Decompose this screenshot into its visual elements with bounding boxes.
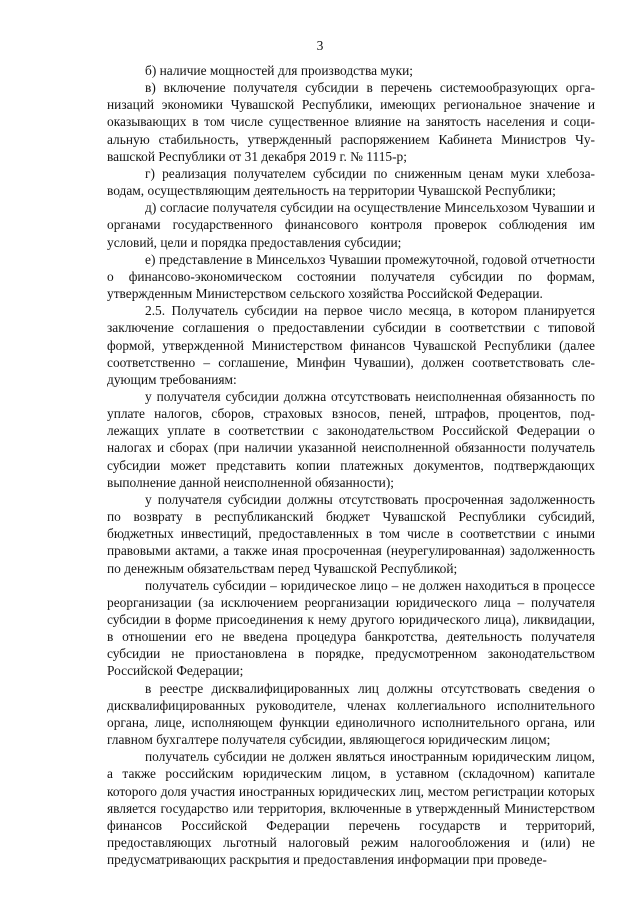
paragraph-v-system-organizations: в) включение получателя субсидии в перечень системообразующих организаций экономики Чувашской Республики, имеющих региональное значение и оказывающих в том числе существенное влияние на занятость населения и социальную стабильность, утвержденный распоряжением Кабинета Министров Чувашской Республики от 31 декабря 2019 г. № 1115-р; — [107, 80, 595, 164]
paragraph-b-flour-capacity: б) наличие мощностей для производства муки; — [145, 63, 413, 78]
paragraph-overdue-debt: у получателя субсидии должны отсутствовать просроченная задолженность по возврату в республиканский бюджет Чувашской Республики субсидий, бюджетных инвестиций, предоставленных в том числе в соответствии с иными правовыми актами, а также иная просроченная (неурегулированная) задолженность по денежным обязательствам перед Чувашской Республикой; — [107, 491, 595, 576]
page-number: 3 — [316, 38, 324, 53]
document-body — [107, 62, 595, 868]
paragraph-2-5-requirements: 2.5. Получатель субсидии на первое число месяца, в котором планируется заключение соглашения о предоставлении субсидии в соответствии с типовой формой, утвержденной Министерством финансов Чувашской Республики (далее соответственно – соглашение, Минфин Чувашии), должен соответствовать следующим требованиям: — [107, 303, 595, 387]
paragraph-disqualified-persons: в реестре дисквалифицированных лиц должны отсутствовать сведения о дисквалифицированных руководителе, членах коллегиального исполнительного органа, лице, исполняющем функции единоличного исполнительного органа, или главном бухгалтере получателя субсидии, являющегося юридическим лицом; — [107, 680, 595, 748]
paragraph-tax-obligations: у получателя субсидии должна отсутствовать неисполненная обязанность по уплате налогов, сборов, страховых взносов, пеней, штрафов, процентов, подлежащих уплате в соответствии с законодательством Российской Федерации о налогах и сборах (при наличии указанной неисполненной обязанности получатель субсидии может представить копии платежных документов, подтверждающих выполнение данной неисполненной обязанности); — [107, 388, 595, 490]
paragraph-reorganization: получатель субсидии – юридическое лицо – не должен находиться в процессе реорганизации (за исключением реорганизации юридического лица – получателя субсидии в форме присоединения к нему другого юридического лица), ликвидации, в отношении его не введена процедура банкротства, деятельность получателя субсидии не приостановлена в порядке, предусмотренном законодательством Российской Федерации; — [107, 577, 595, 679]
paragraph-e-reporting: е) представление в Минсельхоз Чувашии промежуточной, годовой отчетности о финансово-экономическом состоянии получателя субсидии по формам, утвержденным Министерством сельского хозяйства Российской Федерации. — [107, 251, 595, 302]
paragraph-foreign-entity: получатель субсидии не должен являться иностранным юридическим лицом, а также российским юридическим лицом, в уставном (складочном) капитале которого доля участия иностранных юридических лиц, местом регистрации которых является государство или территория, включенные в утвержденный Министерством финансов Российской Федерации перечень государств и территорий, предоставляющих льготный налоговый режим налогообложения и (или) не предусматривающих раскрытия и предоставления информации при проведе- — [107, 749, 595, 868]
paragraph-d-inspection-consent: д) согласие получателя субсидии на осуществление Минсельхозом Чувашии и органами государственного финансового контроля проверок соблюдения им условий, цели и порядка предоставления субсидии; — [107, 200, 595, 250]
paragraph-g-reduced-prices: г) реализация получателем субсидии по сниженным ценам муки хлебозаводам, осуществляющим деятельность на территории Чувашской Республики; — [107, 165, 595, 199]
